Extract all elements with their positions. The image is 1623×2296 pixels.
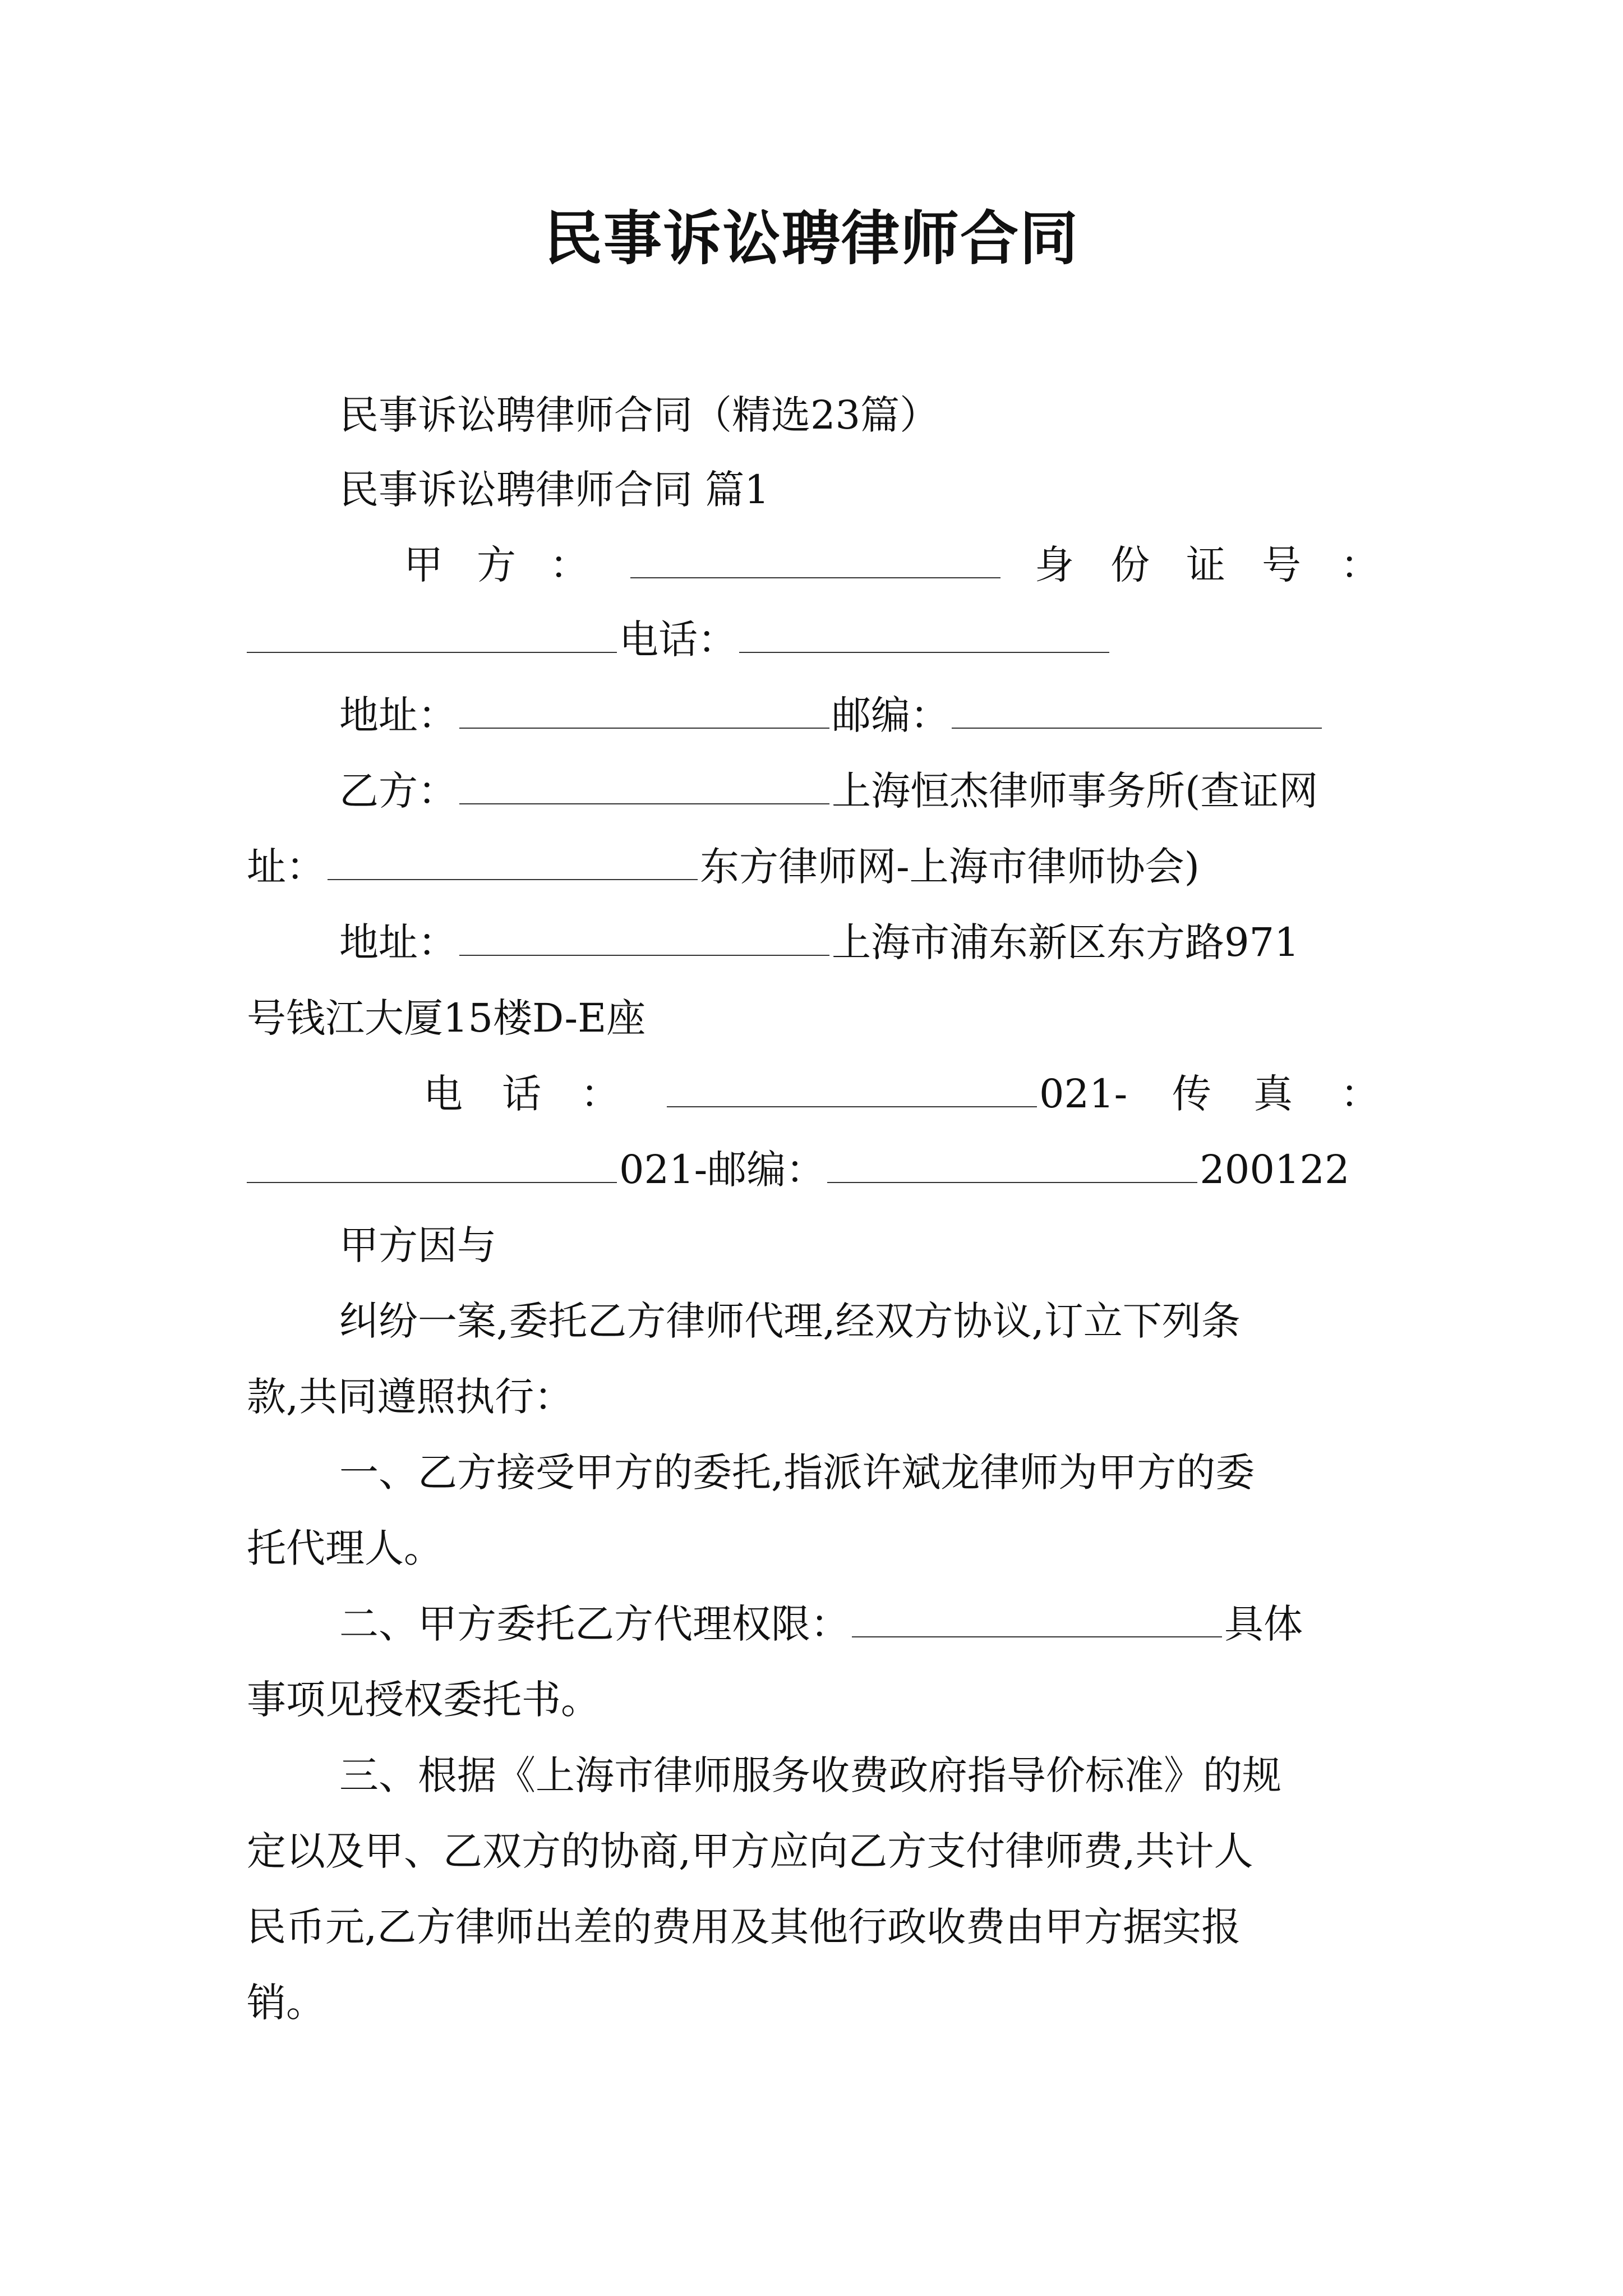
fax-label-char: 真	[1253, 1071, 1293, 1117]
party-b-address-blank	[459, 915, 829, 956]
party-a-address-line	[339, 687, 1324, 743]
party-b-phone-blank	[667, 1067, 1037, 1107]
site-blank	[328, 840, 698, 880]
party-b-address-label: 地址：	[339, 919, 457, 965]
party-a-name-blank	[630, 538, 1000, 578]
fax-label-char: ：	[1340, 1071, 1380, 1117]
address-blank	[459, 688, 829, 729]
fax-postcode-line	[247, 1142, 1349, 1198]
id-label-char: 身	[1035, 542, 1074, 588]
clause-2-line-2: 事项见授权委托书。	[247, 1677, 600, 1723]
document-title: 民事诉讼聘律师合同	[543, 204, 1079, 273]
clause-3-line-3: 民币元,乙方律师出差的费用及其他行政收费由甲方据实报	[247, 1904, 1241, 1950]
phone-prefix: 021-	[1039, 1071, 1128, 1117]
phone-label: 电话：	[619, 616, 737, 662]
address-label: 地址：	[339, 692, 457, 738]
party-b-label: 乙方：	[339, 768, 457, 814]
party-b-postcode-blank	[827, 1143, 1197, 1183]
phone-label-char: ：	[580, 1071, 620, 1117]
id-number-blank	[247, 613, 617, 653]
id-label-char: 号	[1262, 542, 1301, 588]
party-a-label-char: ：	[550, 542, 589, 588]
party-b-address-line	[339, 914, 1299, 970]
dispute-text-1: 纠纷一案,委托乙方律师代理,经双方协议,订立下列条	[339, 1298, 1241, 1344]
party-b-line	[339, 763, 1318, 819]
subtitle: 民事诉讼聘律师合同（精选23篇）	[339, 392, 939, 438]
party-a-label-char: 甲	[404, 542, 443, 588]
clause-3-line-1: 三、根据《上海市律师服务收费政府指导价标准》的规	[339, 1752, 1281, 1798]
site-value: 东方律师网-上海市律师协会)	[700, 844, 1200, 890]
party-b-blank	[459, 764, 829, 804]
party-a-id-phone-line	[247, 611, 1112, 668]
clause-2-text-a: 二、甲方委托乙方代理权限：	[339, 1601, 850, 1647]
clause-2-blank	[852, 1597, 1222, 1637]
party-b-site-line	[247, 839, 1200, 895]
clause-3-line-2: 定以及甲、乙双方的协商,甲方应向乙方支付律师费,共计人	[247, 1828, 1253, 1874]
party-a-label-char: 方	[477, 542, 516, 588]
phone-label-char: 话	[502, 1071, 541, 1117]
clause-1-line-2: 托代理人。	[247, 1525, 443, 1571]
party-b-firm: 上海恒杰律师事务所(查证网	[832, 768, 1318, 814]
phone-blank	[739, 613, 1109, 653]
postcode-value: 200122	[1200, 1147, 1350, 1193]
fax-label-char: 传	[1172, 1071, 1211, 1117]
postcode-label: 邮编：	[832, 692, 949, 738]
clause-2-line-1	[339, 1596, 1303, 1652]
clause-3-line-4: 销。	[247, 1980, 325, 2026]
id-label-char: 证	[1186, 542, 1225, 588]
dispute-text-2: 款,共同遵照执行：	[247, 1374, 574, 1420]
dispute-intro: 甲方因与	[339, 1222, 496, 1268]
party-b-address-cont: 号钱江大厦15楼D-E座	[247, 995, 646, 1041]
postcode-blank	[952, 688, 1322, 729]
clause-2-text-b: 具体	[1224, 1601, 1303, 1647]
fax-prefix: 021-邮编：	[619, 1147, 826, 1193]
clause-1-line-1: 一、乙方接受甲方的委托,指派许斌龙律师为甲方的委	[339, 1450, 1255, 1496]
id-label-char: 份	[1110, 542, 1150, 588]
phone-label-char: 电	[423, 1071, 463, 1117]
party-b-address-value: 上海市浦东新区东方路971	[832, 919, 1299, 965]
site-label: 址：	[247, 844, 325, 890]
section-heading: 民事诉讼聘律师合同 篇1	[339, 467, 769, 513]
fax-blank	[247, 1143, 617, 1183]
id-label-char: ：	[1340, 542, 1380, 588]
